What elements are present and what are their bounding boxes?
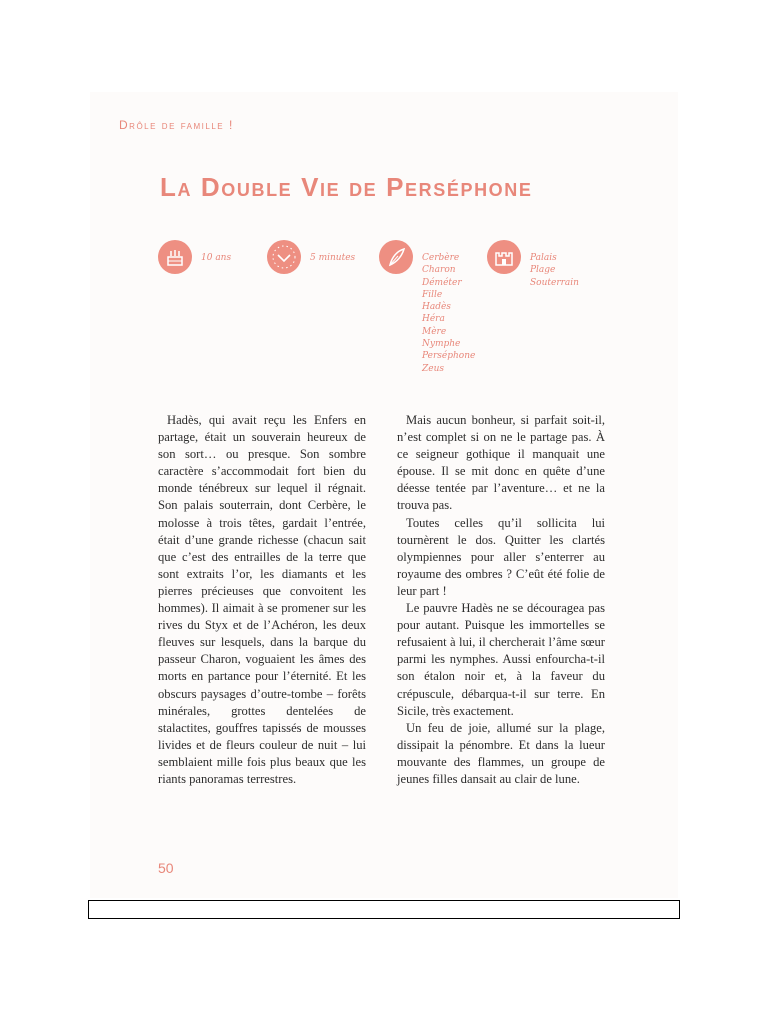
character-name: Héra bbox=[422, 314, 445, 325]
character-name: Mère bbox=[422, 326, 447, 337]
paragraph: Hadès, qui avait reçu les Enfers en partage, était un souverain heureux de son sort… ou presque. Son sombre caractère s’accommodait fort bien du monde ténébreux sur lequel il régnait. Son palais souterrain, dont Cerbère, le molosse à trois têtes, gardait l’entrée, était d’une grande richesse (chacun sait que c’est des entrailles de la terre que sont extraits l’or, les diamants et les pierres précieuses que convoitent les hommes). Il aimait à se promener sur les rives du Styx et de l’Achéron, les deux fleuves sur lesquels, dans la barque du passeur Charon, voguaient les âmes des morts en partance pour l’éternité. Et les obscurs paysages d’outre-tombe – forêts minérales, grottes dentelées de stalactites, gouffres tapissés de mousses livides et de fleurs couleur de nuit – lui semblaient mille fois plus beaux que les riants panoramas terrestres. bbox=[158, 413, 366, 786]
quill-icon bbox=[379, 240, 413, 274]
footer-box bbox=[88, 900, 680, 919]
text-column-right bbox=[397, 412, 605, 788]
paragraph: Mais aucun bonheur, si parfait soit-il, n’est complet si on ne le partage pas. À ce seigneur gothique il manquait une épouse. Il se mit donc en quête d’une déesse tentée par l’aventure… et ne la trouva pas. bbox=[397, 413, 605, 513]
character-name: Charon bbox=[422, 265, 456, 276]
paragraph: Toutes celles qu’il sollicita lui tournèrent le dos. Quitter les clartés olympiennes pour aller s’enterrer au royaume des ombres ? C’eût été folie de leur part ! bbox=[397, 515, 605, 598]
clock-icon bbox=[267, 240, 301, 274]
character-name: Zeus bbox=[422, 363, 444, 374]
castle-icon bbox=[487, 240, 521, 274]
paragraph: Le pauvre Hadès ne se découragea pas pour autant. Puisque les immortelles se refusaient à lui, il chercherait l’âme sœur parmi les nymphes. Aussi enfourcha-t-il son étalon noir et, à la faveur du crépuscule, débarqua-t-il sur terre. En Sicile, très exactement. bbox=[397, 601, 605, 718]
section-label: Drôle de famille ! bbox=[119, 118, 234, 132]
character-name: Perséphone bbox=[422, 351, 476, 362]
character-name: Hadès bbox=[422, 302, 451, 313]
duration-text: 5 minutes bbox=[310, 253, 356, 263]
character-name: Déméter bbox=[422, 277, 462, 288]
place-name: Plage bbox=[530, 265, 556, 276]
text-column-left bbox=[158, 412, 366, 788]
page-number: 50 bbox=[158, 860, 174, 876]
age-text: 10 ans bbox=[201, 253, 232, 263]
cake-icon bbox=[158, 240, 192, 274]
characters-list bbox=[422, 252, 475, 375]
character-name: Cerbère bbox=[422, 253, 460, 263]
paragraph: Un feu de joie, allumé sur la plage, dissipait la pénombre. Et dans la lueur mouvante des flammes, un groupe de jeunes filles dansait au clair de lune. bbox=[397, 720, 605, 786]
place-name: Palais bbox=[530, 253, 557, 263]
places-list bbox=[530, 252, 579, 289]
place-name: Souterrain bbox=[530, 277, 579, 288]
story-title: La Double Vie de Perséphone bbox=[160, 172, 533, 202]
character-name: Nymphe bbox=[422, 339, 461, 350]
character-name: Fille bbox=[422, 289, 443, 300]
